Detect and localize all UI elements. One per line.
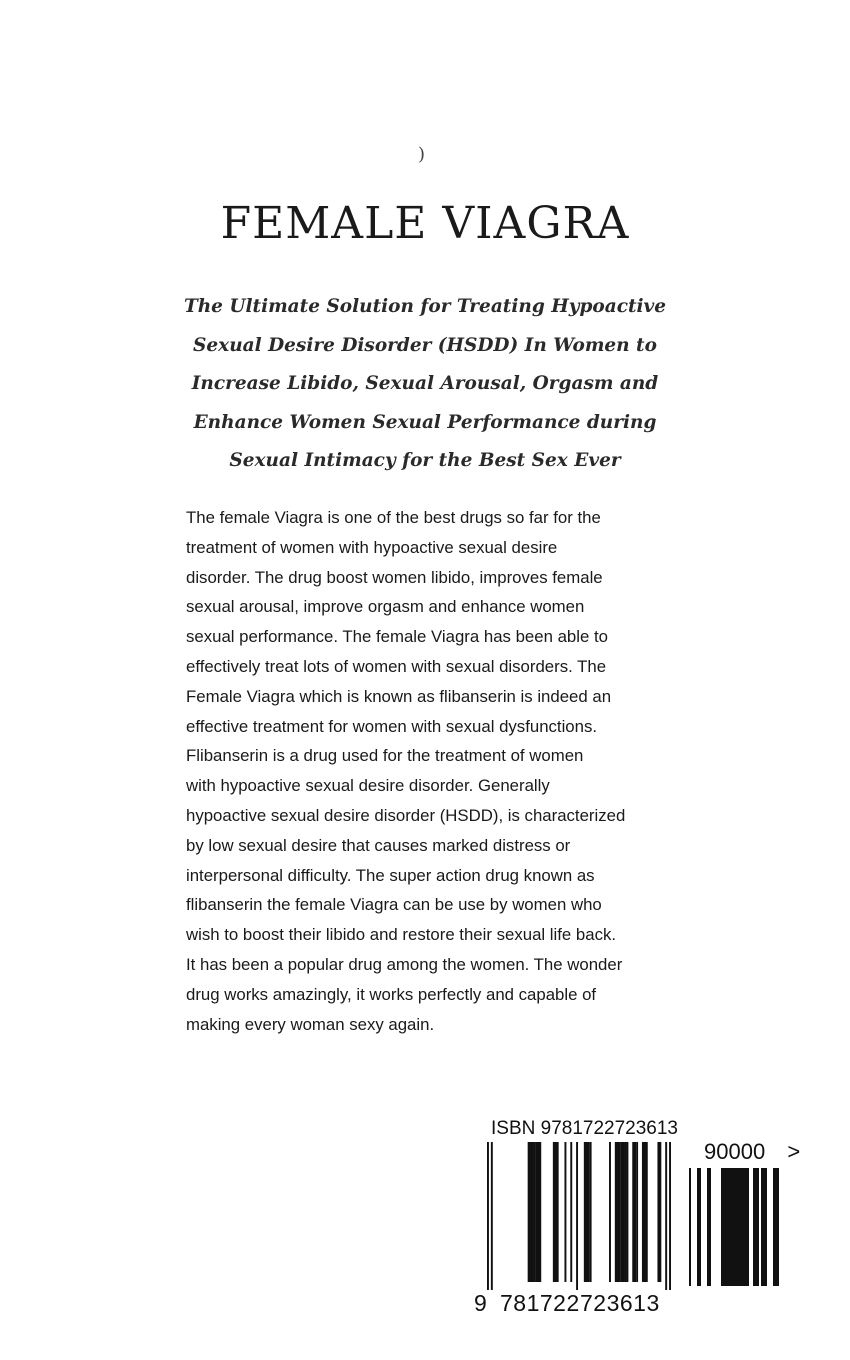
description-line: flibanserin the female Viagra can be use by women who [186,895,602,915]
subtitle-line: Enhance Women Sexual Performance during [193,411,657,433]
description-line: It has been a popular drug among the women. The wonder [186,954,623,974]
description-line: sexual arousal, improve orgasm and enhance women [186,597,585,617]
description-line: hypoactive sexual desire disorder (HSDD), is characterized [186,805,626,825]
barcode-bar [669,1142,671,1290]
description-line: wish to boost their libido and restore their sexual life back. [186,925,617,945]
barcode-bar [584,1142,590,1282]
barcode-bar [625,1142,627,1282]
description-line: by low sexual desire that causes marked distress or [186,835,571,855]
description-line: interpersonal difficulty. The super action drug known as [186,865,595,885]
description-line: Female Viagra which is known as flibanserin is indeed an [186,686,612,706]
barcode-bar [590,1142,592,1282]
barcode-bar [533,1142,535,1282]
barcode-bar [699,1168,701,1286]
barcode-digits-left: 781722 [500,1290,580,1316]
description-line: sexual performance. The female Viagra has been able to [186,627,608,647]
barcode-bar [739,1168,743,1286]
subtitle-line: The Ultimate Solution for Treating Hypoactive [183,296,667,317]
barcode-bar [761,1168,767,1286]
barcode-bar [564,1142,566,1282]
barcode-bar [665,1142,667,1290]
barcode-digits-right: 723613 [580,1290,660,1316]
barcode-bar [487,1142,489,1290]
description-line: drug works amazingly, it works perfectly and capable of [186,984,597,1004]
book-title: FEMALE VIAGRA [220,198,630,249]
subtitle-line: Increase Libido, Sexual Arousal, Orgasm and [191,373,659,394]
barcode-bar [642,1142,648,1282]
description-line: with hypoactive sexual desire disorder. Generally [186,776,550,796]
book-subtitle [150,288,700,481]
barcode-bar [636,1142,638,1282]
barcode-bar [721,1168,723,1286]
barcode-bar [609,1142,611,1282]
price-code-arrow: > [787,1139,801,1164]
barcode-bar [657,1142,661,1282]
price-addon-barcode [685,1168,779,1316]
price-code-digits: 90000 [704,1139,766,1164]
book-description [186,503,666,1039]
description-line: Flibanserin is a drug used for the treatment of women [186,746,584,766]
barcode-bar [621,1142,625,1282]
description-line: effectively treat lots of women with sexual disorders. The [186,656,607,676]
description-line: The female Viagra is one of the best drugs so far for the [186,508,601,527]
barcode-bar [697,1168,699,1286]
barcode-digit-first: 9 [474,1290,487,1316]
barcode-bar [570,1142,572,1282]
isbn-barcode [487,1142,671,1290]
barcode-bar [733,1168,739,1286]
barcode-bar [743,1168,749,1286]
barcode-bar [535,1142,541,1282]
subtitle-line: Sexual Desire Disorder (HSDD) In Women to [193,334,657,356]
barcode-bar [553,1142,559,1282]
price-code [704,1139,800,1165]
barcode-bar [528,1142,534,1282]
barcode-bar [615,1142,621,1282]
isbn-label: ISBN 9781722723613 [491,1118,678,1139]
description-line: disorder. The drug boost women libido, improves female [186,567,603,587]
barcode-bar [773,1168,779,1286]
barcode-bar [753,1168,759,1286]
barcode-bar [689,1168,691,1286]
barcode-bar [632,1142,636,1282]
stray-mark: ) [418,144,426,165]
description-line: effective treatment for women with sexual dysfunctions. [186,716,598,736]
description-line: treatment of women with hypoactive sexual desire [186,537,558,557]
barcode-bar [723,1168,729,1286]
barcode-bar [491,1142,493,1290]
barcode-bar [576,1142,578,1290]
subtitle-line: Sexual Intimacy for the Best Sex Ever [229,450,621,471]
barcode-bar [729,1168,733,1286]
barcode-bar [626,1142,628,1282]
description-line: making every woman sexy again. [186,1014,435,1034]
barcode-bar [707,1168,711,1286]
